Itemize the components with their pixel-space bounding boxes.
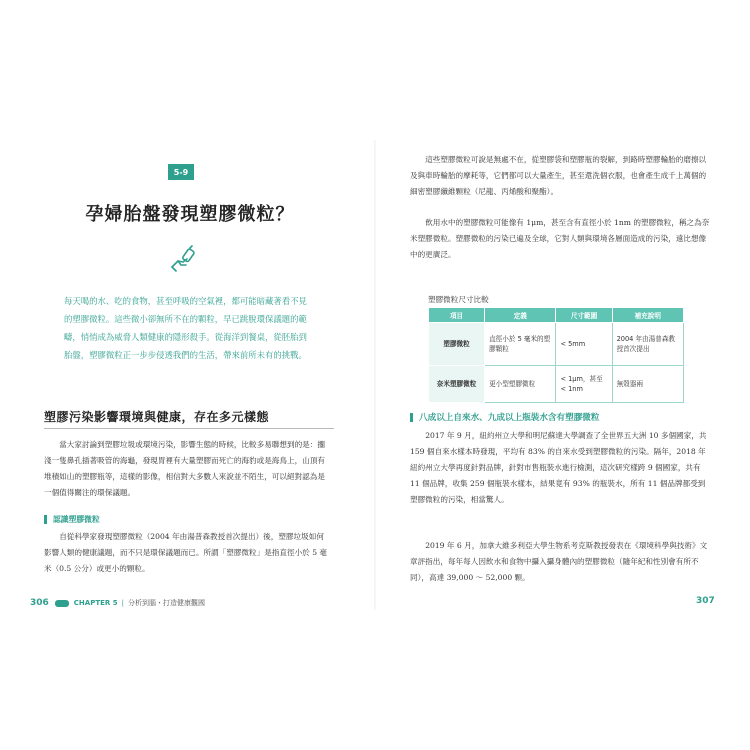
table-cell: 無殼器兩 [612,366,683,403]
body-paragraph: 飲用水中的塑膠微粒可能像有 1μm，甚至含有直徑小於 1nm 的塑膠微粒，稱之為奈米塑膠微粒。塑膠微粒的污染已遍及全球，它對人類與環境各層面造成的污染，遠比想像中的更廣泛。 [410,218,710,259]
heading-bar-icon [410,413,413,422]
table-cell: 奈米塑膠微粒 [429,366,485,403]
table-row [429,366,684,403]
table-cell: 2004 年由湯普森教授首次提出 [612,323,683,366]
page-number: 306 [30,598,49,608]
table-header-cell: 尺寸範圍 [556,308,612,323]
body-paragraph: 2019 年 6 月，加拿大維多利亞大學生物系考克斯教授發表在《環境科學與技術》文章評指出，每年每人因飲水和食物中攝入攝身體內的塑膠微粒（隨年紀和性別會有所不同），高達 39,000 ～ 52,000 顆。 [410,541,708,582]
table-cell: 直徑小於 5 毫米的塑膠顆粒 [485,323,556,366]
table-header-cell: 項目 [429,308,485,323]
right-subheading [410,411,599,423]
chapter-title: 分析到腦・打造健康觀國 [127,599,205,607]
hand-holding-bottle-icon [168,245,198,275]
table-cell: < 5mm [556,323,612,366]
section-title: 孕婦胎盤發現塑膠微粒？ [85,204,295,225]
table-cell: < 1μm，甚至 < 1nm [556,366,612,403]
intro-paragraph: 每天喝的水、吃的食物，甚至呼吸的空氣裡，都可能暗藏著看不見的塑膠微粒。這些微小卻無所不在的顆粒，早已跳脫環保議題的範疇，悄悄成為威脅人類健康的隱形殺手。從海洋到餐桌，從胚胎到胎盤，塑膠微粒正一步步侵透我們的生活，帶來前所未有的挑戰。 [64,296,307,360]
footer-separator: | [121,599,124,607]
right-subheading-text: 八成以上自來水、九成以上瓶裝水含有塑膠微粒 [419,413,600,423]
size-comparison-table [428,307,684,403]
chapter-pill-icon [55,600,69,607]
table-caption: 塑膠微粒尺寸比較 [428,295,489,304]
table-header-cell: 補充說明 [612,308,683,323]
table-header-cell: 定義 [485,308,556,323]
chapter-label: CHAPTER 5 [73,599,118,607]
table-cell: 更小型塑膠微粒 [485,366,556,403]
left-footer [30,596,340,610]
section-badge: 5-9 [168,164,194,180]
body-paragraph: 當大家討論到塑膠垃圾或環境污染，影響生態的時候，比較多易聯想到的是：擱淺一隻鼻孔插著吸管的海龜，發現胃裡有大量塑膠而死亡的海豹或是海鳥上，山頂有堆積如山的塑膠瓶等，這樣的影像，相信對大多數人來說並不陌生，可以絕對認為是一個值得關注的環保議題。 [44,440,325,497]
table-cell: 塑膠微粒 [429,323,485,366]
mini-heading [44,514,100,525]
table-header-row [429,308,684,323]
mini-heading-text: 認識塑膠微粒 [53,515,100,524]
body-paragraph: 這些塑膠微粒可說是無處不在，從塑膠袋和塑膠瓶的裂解，到路時塑膠輪胎的磨擦以及與車時輪胎的摩耗等，它們都可以大量產生，甚至還洗個衣服，也會產生成千上萬個的細密塑膠纖維顆粒（尼龍、丙烯酸和聚酯）。 [410,155,707,196]
body-paragraph: 2017 年 9 月，紐約州立大學和明尼蘇達大學調查了全世界五大洲 10 多個國家，共 159 個自來水樣本時發現，平均有 83% 的自來水受到塑膠微粒的污染。隔年，2018 年紐約州立大學再度針對品牌，針對市售瓶裝水進行檢測，這次研究樣跨 9 個國家，共有 11 個品牌，收集 259 個瓶裝水樣本，結果竟有 93% 的瓶裝水，所有 11 個品牌都受到塑膠微粒的污染，相當驚人。 [410,431,707,504]
heading-bar-icon [44,515,47,524]
body-paragraph: 自從科學家發現塑膠微粒（2004 年由湯普森教授首次提出）後，塑膠垃圾如何影響人類的健康議題，而不只是環保議題而已。所謂「塑膠微粒」是指直徑小於 5 毫米（0.5 公分）或更小的顆粒。 [44,532,328,573]
subheading-rule [44,428,334,429]
table-row [429,323,684,366]
right-page-number: 307 [696,596,715,606]
left-subheading: 塑膠污染影響環境與健康，存在多元樣態 [44,410,270,424]
